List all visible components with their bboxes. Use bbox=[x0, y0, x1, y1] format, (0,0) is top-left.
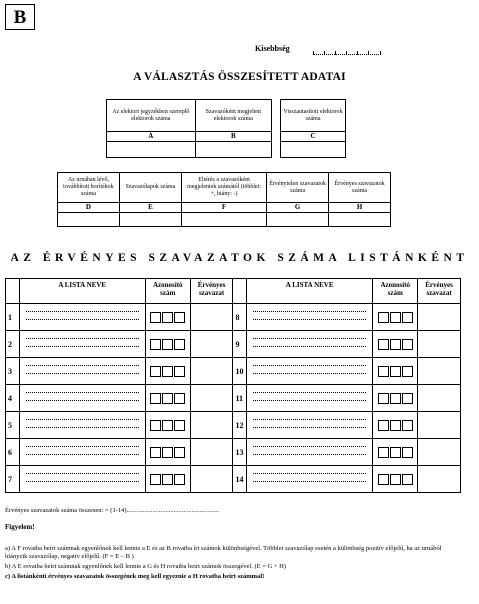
kisebbseg-code-field[interactable] bbox=[313, 50, 381, 55]
attention-heading: Figyelem! bbox=[5, 523, 35, 531]
lists-table bbox=[5, 278, 461, 493]
col-c-value[interactable] bbox=[281, 142, 346, 158]
col-e-value[interactable] bbox=[119, 213, 181, 227]
list-id-boxes[interactable] bbox=[373, 439, 418, 466]
list-row bbox=[6, 439, 461, 466]
summary-table-ab bbox=[106, 99, 272, 158]
list-name-field[interactable] bbox=[19, 331, 145, 358]
list-id-boxes[interactable] bbox=[145, 331, 190, 358]
list-number: 13 bbox=[233, 439, 247, 466]
list-number: 8 bbox=[233, 304, 247, 331]
list-valid-votes-field[interactable] bbox=[190, 331, 233, 358]
list-id-boxes[interactable] bbox=[373, 466, 418, 493]
col-b-value[interactable] bbox=[195, 142, 271, 158]
list-valid-votes-field[interactable] bbox=[190, 466, 233, 493]
list-valid-votes-field[interactable] bbox=[190, 385, 233, 412]
list-name-field[interactable] bbox=[19, 304, 145, 331]
list-name-header: A LISTA NEVE bbox=[19, 279, 145, 304]
col-a-label: Az elektori jegyzékben szereplő elektorok száma bbox=[107, 100, 196, 132]
list-name-field[interactable] bbox=[19, 385, 145, 412]
list-id-boxes[interactable] bbox=[145, 385, 190, 412]
list-number: 1 bbox=[6, 304, 20, 331]
list-id-header: Azonosító szám bbox=[145, 279, 190, 304]
list-id-boxes[interactable] bbox=[145, 304, 190, 331]
list-number: 6 bbox=[6, 439, 20, 466]
list-id-boxes[interactable] bbox=[373, 358, 418, 385]
list-id-boxes[interactable] bbox=[373, 304, 418, 331]
list-valid-header-right: Érvényes szavazat bbox=[418, 279, 461, 304]
valid-votes-total: Érvényes szavazatok száma összesen: = (1-14)......................................................... bbox=[5, 507, 220, 514]
list-row bbox=[6, 466, 461, 493]
list-number: 2 bbox=[6, 331, 20, 358]
note-b: b) A E rovatba beírt számnak egyenlőnek kell lennie a G és H rovatba beírt számok összegével. (E = G + H) bbox=[5, 563, 286, 570]
list-valid-votes-field[interactable] bbox=[418, 331, 461, 358]
col-d-label: Az urnában lévő, továbbított borítékok száma bbox=[58, 173, 120, 203]
list-valid-votes-field[interactable] bbox=[418, 304, 461, 331]
list-number: 5 bbox=[6, 412, 20, 439]
list-name-field[interactable] bbox=[247, 439, 373, 466]
kisebbseg-label: Kisebbség bbox=[255, 44, 290, 53]
list-row bbox=[6, 331, 461, 358]
col-f-letter: F bbox=[181, 203, 266, 213]
list-row bbox=[6, 412, 461, 439]
list-row bbox=[6, 304, 461, 331]
list-valid-votes-field[interactable] bbox=[418, 358, 461, 385]
col-g-value[interactable] bbox=[267, 213, 329, 227]
list-name-field[interactable] bbox=[247, 466, 373, 493]
list-id-header-right: Azonosító szám bbox=[373, 279, 418, 304]
col-f-label: Eltérés a szavazóként megjelentek számától (többlet: +, hiány: -) bbox=[181, 173, 266, 203]
list-valid-votes-field[interactable] bbox=[190, 439, 233, 466]
list-number: 9 bbox=[233, 331, 247, 358]
list-id-boxes[interactable] bbox=[373, 331, 418, 358]
list-name-field[interactable] bbox=[19, 466, 145, 493]
list-name-header-right: A LISTA NEVE bbox=[247, 279, 373, 304]
list-valid-votes-field[interactable] bbox=[418, 412, 461, 439]
list-valid-header: Érvényes szavazat bbox=[190, 279, 233, 304]
list-number: 12 bbox=[233, 412, 247, 439]
list-name-field[interactable] bbox=[247, 331, 373, 358]
list-name-field[interactable] bbox=[19, 412, 145, 439]
list-name-field[interactable] bbox=[19, 439, 145, 466]
summary-title: A VÁLASZTÁS ÖSSZESÍTETT ADATAI bbox=[133, 71, 346, 83]
col-g-label: Érvénytelen szavazatok száma bbox=[267, 173, 329, 203]
form-letter-badge: B bbox=[5, 4, 35, 30]
list-valid-votes-field[interactable] bbox=[190, 304, 233, 331]
list-number: 10 bbox=[233, 358, 247, 385]
note-c: c) A listánkénti érvényes szavazatok összegének meg kell egyeznie a H rovatba beírt számmal! bbox=[5, 573, 265, 580]
col-h-label: Érvényes szavazatok száma bbox=[329, 173, 391, 203]
list-name-field[interactable] bbox=[247, 358, 373, 385]
col-a-letter: A bbox=[107, 132, 196, 142]
list-id-boxes[interactable] bbox=[145, 439, 190, 466]
col-b-label: Szavazóként megjelent elektorok száma bbox=[195, 100, 271, 132]
col-d-value[interactable] bbox=[58, 213, 120, 227]
list-number: 4 bbox=[6, 385, 20, 412]
list-valid-votes-field[interactable] bbox=[190, 358, 233, 385]
list-valid-votes-field[interactable] bbox=[190, 412, 233, 439]
list-valid-votes-field[interactable] bbox=[418, 439, 461, 466]
col-a-value[interactable] bbox=[107, 142, 196, 158]
lists-title: AZ ÉRVÉNYES SZAVAZATOK SZÁMA LISTÁNKÉNT bbox=[10, 252, 469, 264]
list-id-boxes[interactable] bbox=[373, 412, 418, 439]
list-id-boxes[interactable] bbox=[145, 358, 190, 385]
list-name-field[interactable] bbox=[19, 358, 145, 385]
list-id-boxes[interactable] bbox=[145, 412, 190, 439]
list-number: 14 bbox=[233, 466, 247, 493]
col-h-value[interactable] bbox=[329, 213, 391, 227]
col-g-letter: G bbox=[267, 203, 329, 213]
list-id-boxes[interactable] bbox=[373, 385, 418, 412]
list-valid-votes-field[interactable] bbox=[418, 385, 461, 412]
list-row bbox=[6, 358, 461, 385]
col-h-letter: H bbox=[329, 203, 391, 213]
col-f-value[interactable] bbox=[181, 213, 266, 227]
col-d-letter: D bbox=[58, 203, 120, 213]
list-number: 7 bbox=[6, 466, 20, 493]
list-id-boxes[interactable] bbox=[145, 466, 190, 493]
summary-table-c bbox=[280, 99, 346, 158]
col-b-letter: B bbox=[195, 132, 271, 142]
list-number: 3 bbox=[6, 358, 20, 385]
col-c-label: Visszautasított elektorok száma bbox=[281, 100, 346, 132]
list-valid-votes-field[interactable] bbox=[418, 466, 461, 493]
col-e-label: Szavazólapok száma bbox=[119, 173, 181, 203]
list-row bbox=[6, 385, 461, 412]
list-name-field[interactable] bbox=[247, 304, 373, 331]
list-number: 11 bbox=[233, 385, 247, 412]
list-name-field[interactable] bbox=[247, 385, 373, 412]
summary-table-dh bbox=[57, 172, 391, 227]
col-c-letter: C bbox=[281, 132, 346, 142]
col-e-letter: E bbox=[119, 203, 181, 213]
note-a: a) A F rovatba beírt számnak egyenlőnek kell lennie a E és az B rovatba írt számok különbségével. Többlet szavazólap esetén a különbség pozitív előjelű, ha az urnából hiányzik szavazólap, negatív előjelű. (F = E – B ) bbox=[5, 545, 442, 560]
list-name-field[interactable] bbox=[247, 412, 373, 439]
